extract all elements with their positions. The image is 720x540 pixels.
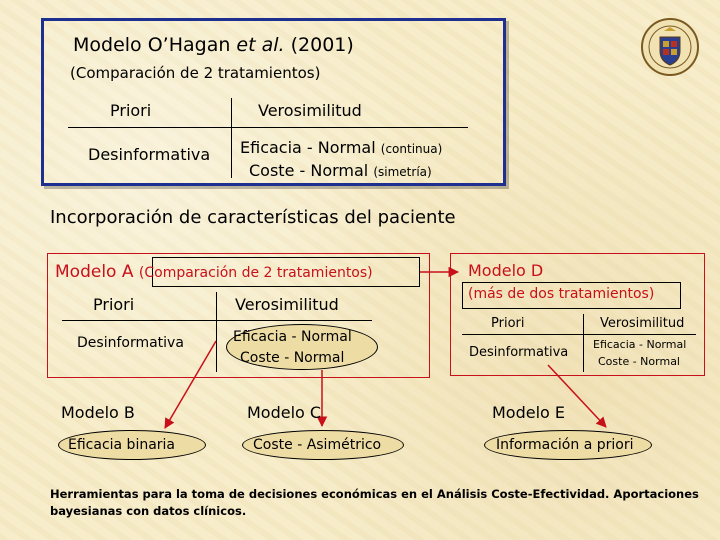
model-e-title: Modelo E [492, 403, 566, 422]
model-a-priori-header: Priori [93, 295, 135, 314]
model-a-verosimilitud-header: Verosimilitud [235, 295, 339, 314]
top-model-title: Modelo O’Hagan et al. (2001) [73, 34, 354, 56]
model-d-verosimilitud-line2: Coste - Normal [598, 355, 680, 368]
model-a-priori-value: Desinformativa [77, 335, 184, 351]
model-d-priori-value: Desinformativa [469, 345, 569, 360]
model-b-label: Eficacia binaria [68, 437, 176, 453]
model-c-title: Modelo C [247, 403, 322, 422]
model-d-verosimilitud-line1: Eficacia - Normal [593, 338, 687, 351]
model-a-title: Modelo A (Comparación de 2 tratamientos) [55, 262, 373, 282]
section-title: Incorporación de características del paciente [50, 207, 456, 228]
top-priori-header: Priori [110, 101, 152, 120]
top-verosimilitud-line1: Eficacia - Normal (continua) [240, 138, 443, 157]
model-d-subtitle: (más de dos tratamientos) [468, 286, 655, 302]
model-a-verosimilitud-line2: Coste - Normal [240, 350, 345, 366]
model-e-label: Información a priori [496, 437, 634, 453]
model-d-verosimilitud-header: Verosimilitud [600, 316, 685, 331]
arrow-to-model-b [165, 341, 216, 428]
model-d-title: Modelo D [468, 261, 544, 280]
model-b-title: Modelo B [61, 403, 135, 422]
model-c-label: Coste - Asimétrico [253, 437, 382, 453]
top-model-subtitle: (Comparación de 2 tratamientos) [70, 64, 321, 82]
footer-caption: Herramientas para la toma de decisiones económicas en el Análisis Coste-Efectividad. Aportaciones bayesianas con datos clínicos. [50, 487, 699, 518]
model-d-priori-header: Priori [491, 316, 525, 331]
model-a-verosimilitud-line1: Eficacia - Normal [233, 329, 352, 345]
top-verosimilitud-header: Verosimilitud [258, 101, 362, 120]
top-verosimilitud-line2: Coste - Normal (simetría) [249, 161, 432, 180]
top-priori-value: Desinformativa [88, 145, 211, 164]
